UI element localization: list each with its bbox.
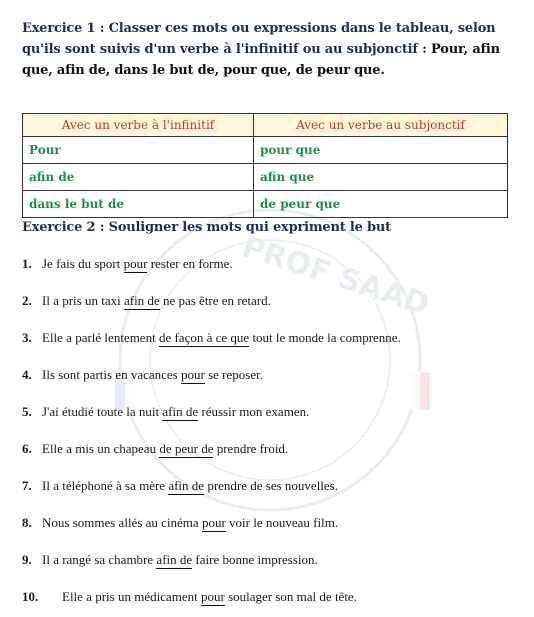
sentence-text: ne pas être en retard. (159, 293, 271, 308)
table-cell: afin de (23, 164, 254, 191)
list-item (22, 506, 522, 543)
table-cell: de peur que (254, 191, 508, 218)
list-item (22, 284, 522, 321)
sentence-text: Ils sont partis en vacances (42, 367, 181, 382)
item-number: 2. (22, 293, 32, 308)
sentence-text: rester en forme. (147, 256, 233, 271)
sentence-text: prendre froid. (213, 441, 289, 456)
list-item (22, 321, 522, 358)
table-cell: pour que (254, 137, 508, 164)
sentence-text: Je fais du sport (42, 256, 124, 271)
list-item (22, 543, 522, 580)
exercise2-heading: Exercice 2 : Souligner les mots qui expriment le but (22, 220, 391, 235)
exercise1-words: Pour, afin que, afin de, dans le but de, pour que, de peur que. (22, 42, 500, 78)
underlined-purpose-word: pour (201, 515, 226, 530)
sentence-text: réussir mon examen. (198, 404, 310, 419)
sentence-text: prendre de ses nouvelles. (204, 478, 338, 493)
item-number: 1. (22, 256, 32, 271)
underlined-purpose-word: afin de (156, 552, 193, 567)
table-cell: Pour (23, 137, 254, 164)
sentence-text: Il a téléphoné à sa mère (42, 478, 169, 493)
item-number: 5. (22, 404, 32, 419)
sentence-text: Elle a parlé lentement (42, 330, 159, 345)
table-row (23, 137, 508, 164)
underlined-purpose-word: pour (180, 367, 205, 382)
list-item (22, 469, 522, 506)
item-number: 4. (22, 367, 32, 382)
header-infinitive: Avec un verbe à l'infinitif (23, 114, 254, 137)
sentence-text: tout le monde la comprenne. (249, 330, 401, 345)
table-header-row (23, 114, 508, 137)
underlined-purpose-word: pour (200, 589, 225, 604)
underlined-purpose-word: afin de (123, 293, 160, 308)
sentence-text: Il a rangé sa chambre (42, 552, 157, 567)
exercise1-instructions: Exercice 1 : Classer ces mots ou expressions dans le tableau, selon qu'ils sont suivis d'un verbe à l'infinitif ou au subjonctif : (22, 21, 496, 57)
item-number: 9. (22, 552, 32, 567)
list-item (22, 395, 522, 432)
sentence-text: se reposer. (204, 367, 263, 382)
item-number: 10. (22, 589, 39, 604)
watermark-text: PROF SAAD (237, 229, 434, 323)
item-number: 6. (22, 441, 32, 456)
underlined-purpose-word: de façon à ce que (158, 330, 250, 345)
header-subjunctive: Avec un verbe au subjonctif (254, 114, 508, 137)
list-item (22, 580, 522, 617)
underlined-purpose-word: de peur de (159, 441, 214, 456)
sentence-text: soulager son mal de tête. (224, 589, 357, 604)
underlined-purpose-word: afin de (168, 478, 205, 493)
underlined-purpose-word: afin de (162, 404, 199, 419)
exercise1-heading (22, 18, 512, 81)
list-item (22, 247, 522, 284)
sentence-text: J'ai étudié toute la nuit (42, 404, 163, 419)
sentence-list (22, 247, 522, 617)
underlined-purpose-word: pour (123, 256, 148, 271)
table-row (23, 191, 508, 218)
sentence-text: voir le nouveau film. (225, 515, 339, 530)
sentence-text: faire bonne impression. (192, 552, 318, 567)
list-item (22, 432, 522, 469)
classification-table (22, 113, 508, 218)
sentence-text: Elle a pris un médicament (62, 589, 201, 604)
list-item (22, 358, 522, 395)
item-number: 8. (22, 515, 32, 530)
table-row (23, 164, 508, 191)
item-number: 3. (22, 330, 32, 345)
table-cell: afin que (254, 164, 508, 191)
sentence-text: Nous sommes allés au cinéma (42, 515, 202, 530)
table-cell: dans le but de (23, 191, 254, 218)
sentence-text: Elle a mis un chapeau (42, 441, 160, 456)
item-number: 7. (22, 478, 32, 493)
sentence-text: Il a pris un taxi (42, 293, 124, 308)
